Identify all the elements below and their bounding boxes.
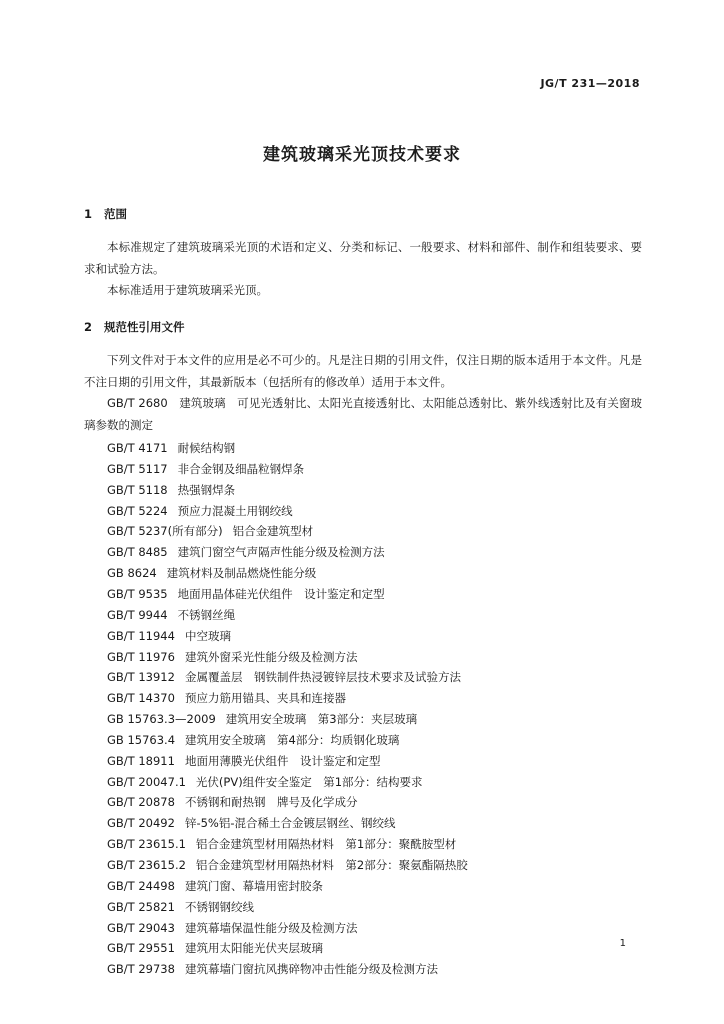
reference-entry	[107, 523, 313, 539]
section-2-title: 规范性引用文件	[104, 320, 185, 334]
reference-title: 铝合金建筑型材用隔热材料 第2部分：聚氨酯隔热胶	[195, 858, 468, 872]
reference-code: GB/T 13912	[107, 670, 175, 685]
reference-title: 建筑门窗空气声隔声性能分级及检测方法	[177, 545, 385, 560]
reference-title: 非合金钢及细晶粒钢焊条	[177, 461, 305, 476]
reference-entry	[107, 878, 323, 894]
normative-references-intro: 下列文件对于本文件的应用是必不可少的。凡是注日期的引用文件，仅注日期的版本适用于本文件。凡是不注日期的引用文件，其最新版本（包括所有的修改单）适用于本文件。	[84, 353, 642, 389]
reference-title: 建筑门窗、幕墙用密封胶条	[184, 878, 323, 893]
reference-entry	[107, 961, 438, 977]
reference-entry	[107, 628, 231, 644]
reference-entry	[107, 565, 316, 581]
reference-code: GB/T 24498	[107, 878, 175, 893]
reference-title: 金属覆盖层 钢铁制件热浸镀锌层技术要求及试验方法	[184, 670, 461, 685]
reference-title: 不锈钢钢绞线	[184, 899, 254, 914]
reference-code: GB/T 29043	[107, 920, 175, 935]
reference-title: 建筑幕墙保温性能分级及检测方法	[184, 920, 358, 935]
scope-paragraph-1: 本标准规定了建筑玻璃采光顶的术语和定义、分类和标记、一般要求、材料和部件、制作和组装要求、要求和试验方法。	[84, 240, 642, 276]
reference-code: GB/T 9535	[107, 586, 168, 601]
reference-title: 耐候结构钢	[177, 441, 236, 455]
reference-entry	[107, 857, 468, 873]
reference-code: GB/T 9944	[107, 607, 168, 622]
reference-title: 不锈钢丝绳	[177, 607, 236, 622]
reference-entry	[107, 899, 254, 915]
reference-code: GB/T 23615.1	[107, 837, 186, 852]
reference-entry	[107, 482, 235, 498]
reference-code: GB/T 20492	[107, 816, 175, 831]
reference-title: 预应力混凝土用钢绞线	[177, 503, 293, 518]
reference-entry	[107, 732, 399, 748]
reference-title: 中空玻璃	[184, 628, 231, 643]
reference-code: GB/T 5118	[107, 482, 168, 497]
standard-number: JG/T 231—2018	[540, 77, 640, 90]
reference-code: GB/T 29551	[107, 941, 175, 956]
reference-code: GB/T 20047.1	[107, 774, 186, 789]
reference-title: 建筑外窗采光性能分级及检测方法	[184, 649, 358, 664]
reference-entry	[107, 753, 380, 769]
reference-entry	[107, 774, 423, 790]
reference-entry	[107, 794, 357, 810]
reference-entry	[107, 544, 385, 560]
page-number: 1	[619, 938, 626, 949]
reference-entry	[107, 503, 293, 519]
reference-title: 地面用晶体硅光伏组件 设计鉴定和定型	[177, 586, 385, 601]
reference-code: GB/T 8485	[107, 545, 168, 560]
reference-title: 建筑材料及制品燃烧性能分级	[166, 566, 317, 581]
reference-code: GB/T 11944	[107, 628, 175, 643]
reference-code: GB/T 18911	[107, 753, 175, 768]
reference-code: GB 8624	[107, 566, 157, 581]
reference-title: 建筑幕墙门窗抗风携碎物冲击性能分级及检测方法	[184, 962, 438, 977]
reference-code: GB/T 5237(所有部分)	[107, 524, 223, 539]
reference-code: GB/T 14370	[107, 691, 175, 706]
reference-code: GB/T 23615.2	[107, 858, 186, 872]
reference-title: 铝合金建筑型材	[232, 524, 314, 539]
section-2-number: 2	[84, 320, 93, 334]
reference-entry	[107, 607, 235, 623]
reference-entry	[107, 690, 346, 706]
reference-entry	[107, 461, 304, 477]
reference-entry	[107, 440, 235, 456]
reference-first-entry: GB/T 2680 建筑玻璃 可见光透射比、太阳光直接透射比、太阳能总透射比、紫外线透射比及有关窗玻璃参数的测定	[84, 396, 642, 432]
section-1-number: 1	[84, 207, 93, 221]
reference-title: 建筑用安全玻璃 第3部分：夹层玻璃	[225, 712, 418, 727]
reference-entry	[107, 586, 385, 602]
reference-code: GB/T 20878	[107, 795, 175, 810]
reference-entry	[107, 649, 357, 665]
section-1-title: 范围	[104, 207, 127, 221]
section-2-heading	[84, 319, 185, 335]
reference-code: GB/T 5224	[107, 503, 168, 518]
document-title: 建筑玻璃采光顶技术要求	[263, 145, 461, 165]
reference-code: GB/T 25821	[107, 899, 175, 914]
reference-code: GB/T 5117	[107, 461, 168, 476]
reference-code: GB/T 29738	[107, 962, 175, 977]
reference-entry	[107, 920, 357, 936]
reference-title: 预应力筋用锚具、夹具和连接器	[184, 691, 346, 706]
reference-title: 地面用薄膜光伏组件 设计鉴定和定型	[184, 753, 381, 768]
reference-entry	[107, 815, 396, 831]
reference-title: 光伏(PV)组件安全鉴定 第1部分：结构要求	[195, 774, 423, 789]
reference-title: 不锈钢和耐热钢 牌号及化学成分	[184, 795, 358, 810]
reference-title: 铝合金建筑型材用隔热材料 第1部分：聚酰胺型材	[195, 837, 457, 852]
reference-entry	[107, 836, 456, 852]
reference-code: GB/T 4171	[107, 441, 168, 455]
reference-title: 热强钢焊条	[177, 482, 236, 497]
reference-title: 建筑用太阳能光伏夹层玻璃	[184, 941, 323, 956]
reference-code: GB 15763.4	[107, 732, 176, 747]
reference-entry	[107, 711, 417, 727]
reference-title: 锌-5%铝-混合稀土合金镀层钢丝、钢绞线	[184, 816, 396, 831]
reference-title: 建筑用安全玻璃 第4部分：均质钢化玻璃	[185, 732, 400, 747]
reference-entry	[107, 940, 323, 956]
reference-entry	[107, 669, 461, 685]
reference-code: GB/T 11976	[107, 649, 175, 664]
reference-code: GB 15763.3—2009	[107, 712, 216, 727]
scope-paragraph-2: 本标准适用于建筑玻璃采光顶。	[107, 283, 268, 297]
section-1-heading	[84, 206, 127, 222]
